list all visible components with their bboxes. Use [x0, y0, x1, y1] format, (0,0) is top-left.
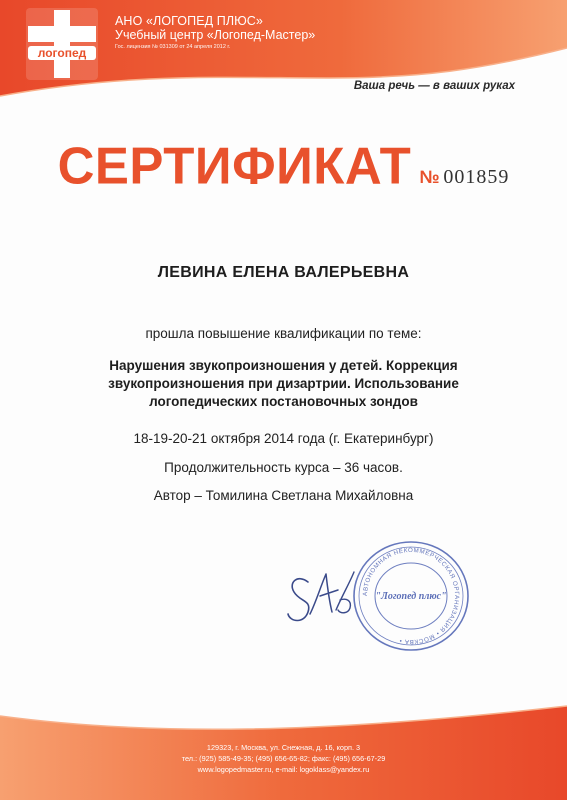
certificate-number: 001859	[443, 166, 510, 188]
number-sign: №	[419, 167, 440, 187]
topic-line: звукопроизношения при дизартрии. Использование	[108, 376, 459, 391]
course-dates: 18-19-20-21 октября 2014 года (г. Екатеринбург)	[133, 431, 434, 446]
license-text: Гос. лицензия № 031309 от 24 апреля 2012 г.	[115, 44, 231, 50]
logo-text: логопед	[37, 46, 87, 60]
logo-cross-icon	[26, 8, 98, 80]
stamp-center-text: "Логопед плюс"	[375, 591, 447, 602]
org-info	[115, 14, 315, 52]
intro-text: прошла повышение квалификации по теме:	[145, 326, 422, 341]
certificate-title-row	[0, 136, 567, 195]
training-center: Учебный центр «Логопед-Мастер»	[115, 28, 316, 42]
recipient-name: ЛЕВИНА ЕЛЕНА ВАЛЕРЬЕВНА	[157, 264, 410, 281]
footer-web-email: www.logopedmaster.ru, e-mail: logoklass@yandex.ru	[197, 765, 370, 774]
course-author: Автор – Томилина Светлана Михайловна	[153, 488, 414, 503]
course-duration: Продолжительность курса – 36 часов.	[164, 460, 403, 475]
topic-line: Нарушения звукопроизношения у детей. Коррекция	[109, 358, 458, 373]
slogan: Ваша речь — в ваших руках	[353, 80, 515, 92]
topic-line: логопедических постановочных зондов	[149, 394, 418, 409]
footer-phones: тел.: (925) 585-49-35; (495) 656-65-82; факс: (495) 656-67-29	[181, 754, 386, 763]
certificate-title: СЕРТИФИКАТ	[57, 136, 412, 195]
course-topic	[60, 357, 507, 411]
footer-address: 129323, г. Москва, ул. Снежная, д. 16, корп. 3	[206, 743, 361, 752]
org-name: АНО «ЛОГОПЕД ПЛЮС»	[115, 14, 263, 28]
stamp-ring-text: АВТОНОМНАЯ НЕКОММЕРЧЕСКАЯ ОРГАНИЗАЦИЯ • МОСКВА •	[361, 546, 461, 646]
footer-contacts	[0, 742, 567, 775]
organization-stamp	[350, 538, 472, 654]
